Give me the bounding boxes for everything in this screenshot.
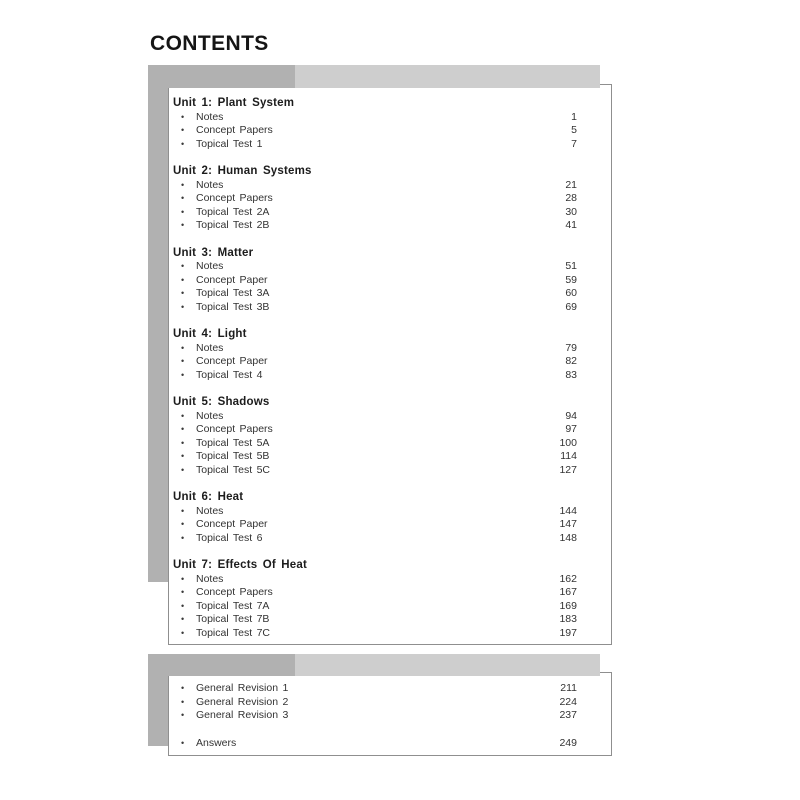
toc-section-unit-5 bbox=[173, 396, 577, 477]
section-heading: Unit 1: Plant System bbox=[173, 97, 295, 109]
toc-entry-label: Topical Test 2A bbox=[196, 205, 270, 218]
toc-entry-label: Notes bbox=[196, 341, 224, 354]
section-heading: Unit 4: Light bbox=[173, 328, 247, 340]
toc-entry-page: 1 bbox=[571, 110, 577, 123]
toc-entry-label: Topical Test 7A bbox=[196, 599, 270, 612]
top-banner-dark-segment bbox=[148, 65, 295, 88]
toc-row bbox=[173, 586, 577, 600]
toc-entry-label: Concept Papers bbox=[196, 192, 273, 204]
toc-extras-box bbox=[168, 672, 612, 756]
bullet-icon: • bbox=[181, 220, 185, 230]
toc-entry-label: Topical Test 3A bbox=[196, 287, 270, 299]
section-heading: Unit 2: Human Systems bbox=[173, 165, 312, 177]
toc-entry-label: Notes bbox=[196, 110, 224, 123]
toc-entry-label: Answers bbox=[196, 736, 237, 749]
toc-entry-page: 169 bbox=[559, 599, 577, 612]
toc-section-unit-3 bbox=[173, 247, 577, 315]
toc-entry-page: 30 bbox=[565, 205, 577, 218]
toc-row bbox=[173, 369, 577, 383]
toc-row-answers bbox=[173, 737, 577, 751]
bullet-icon: • bbox=[181, 519, 185, 529]
bullet-icon: • bbox=[181, 356, 185, 366]
toc-row bbox=[173, 600, 577, 614]
toc-entry-label: Topical Test 5A bbox=[196, 436, 270, 449]
top-banner bbox=[148, 65, 600, 88]
toc-entry-page: 147 bbox=[559, 518, 577, 530]
toc-entry-page: 94 bbox=[565, 409, 577, 422]
bullet-icon: • bbox=[181, 410, 185, 421]
toc-entry-label: Topical Test 6 bbox=[196, 531, 263, 544]
toc-row bbox=[173, 613, 577, 627]
bullet-icon: • bbox=[181, 505, 185, 516]
toc-entry-page: 183 bbox=[559, 613, 577, 625]
toc-main-box bbox=[168, 84, 612, 645]
toc-row bbox=[173, 464, 577, 478]
bullet-icon: • bbox=[181, 451, 185, 461]
toc-entry-page: 127 bbox=[559, 463, 577, 476]
bullet-icon: • bbox=[181, 710, 185, 720]
toc-entry-page: 21 bbox=[565, 178, 577, 191]
toc-entry-page: 144 bbox=[559, 504, 577, 517]
bullet-icon: • bbox=[181, 138, 185, 149]
toc-row bbox=[173, 274, 577, 288]
bullet-icon: • bbox=[181, 437, 185, 448]
toc-row bbox=[173, 696, 577, 710]
toc-entry-page: 41 bbox=[565, 219, 577, 231]
toc-row bbox=[173, 342, 577, 356]
toc-row bbox=[173, 219, 577, 233]
toc-entry-label: Topical Test 4 bbox=[196, 368, 263, 381]
toc-entry-page: 100 bbox=[559, 436, 577, 449]
toc-entry-page: 69 bbox=[565, 300, 577, 313]
toc-entry-label: General Revision 3 bbox=[196, 709, 289, 721]
section-heading: Unit 7: Effects Of Heat bbox=[173, 559, 308, 571]
bottom-banner bbox=[148, 654, 600, 676]
toc-entry-page: 28 bbox=[565, 192, 577, 204]
bullet-icon: • bbox=[181, 342, 185, 353]
bullet-icon: • bbox=[181, 274, 185, 285]
section-heading: Unit 5: Shadows bbox=[173, 396, 270, 408]
toc-row bbox=[173, 138, 577, 152]
bullet-icon: • bbox=[181, 179, 185, 190]
toc-section-unit-1 bbox=[173, 97, 577, 151]
toc-row bbox=[173, 709, 577, 723]
toc-entry-page: 167 bbox=[559, 586, 577, 598]
toc-row bbox=[173, 532, 577, 546]
toc-entry-label: Notes bbox=[196, 572, 224, 585]
toc-entry-page: 114 bbox=[560, 450, 577, 462]
toc-entry-label: Topical Test 1 bbox=[196, 137, 263, 150]
toc-entry-page: 197 bbox=[559, 626, 577, 639]
toc-row bbox=[173, 260, 577, 274]
bullet-icon: • bbox=[181, 737, 185, 748]
page-title: CONTENTS bbox=[150, 32, 269, 55]
bullet-icon: • bbox=[181, 193, 185, 203]
toc-entry-page: 7 bbox=[571, 137, 577, 150]
toc-entry-page: 224 bbox=[559, 695, 577, 708]
bottom-left-accent-bar bbox=[148, 676, 168, 746]
toc-row bbox=[173, 450, 577, 464]
bullet-icon: • bbox=[181, 125, 185, 135]
bullet-icon: • bbox=[181, 614, 185, 624]
toc-entry-page: 59 bbox=[565, 273, 577, 286]
toc-row bbox=[173, 423, 577, 437]
toc-row bbox=[173, 179, 577, 193]
toc-row bbox=[173, 192, 577, 206]
toc-entry-label: General Revision 1 bbox=[196, 682, 289, 694]
toc-entry-label: Topical Test 3B bbox=[196, 300, 270, 313]
bullet-icon: • bbox=[181, 587, 185, 597]
toc-entry-page: 148 bbox=[559, 531, 577, 544]
toc-entry-label: Notes bbox=[196, 178, 224, 191]
toc-row bbox=[173, 287, 577, 301]
toc-entry-label: Concept Paper bbox=[196, 355, 268, 367]
toc-entry-label: Notes bbox=[196, 409, 224, 422]
toc-section-unit-4 bbox=[173, 328, 577, 382]
toc-row bbox=[173, 505, 577, 519]
bullet-icon: • bbox=[181, 261, 185, 271]
bullet-icon: • bbox=[181, 532, 185, 543]
toc-row bbox=[173, 573, 577, 587]
toc-entry-page: 83 bbox=[565, 368, 577, 381]
section-heading: Unit 3: Matter bbox=[173, 246, 254, 259]
toc-entry-label: Concept Paper bbox=[196, 518, 268, 530]
toc-entry-label: Concept Papers bbox=[196, 423, 273, 435]
toc-row bbox=[173, 518, 577, 532]
toc-entry-label: General Revision 2 bbox=[196, 695, 289, 708]
bullet-icon: • bbox=[181, 573, 185, 584]
toc-row bbox=[173, 206, 577, 220]
toc-entry-page: 249 bbox=[559, 736, 577, 749]
toc-entry-page: 79 bbox=[565, 341, 577, 354]
bullet-icon: • bbox=[181, 288, 185, 298]
bullet-icon: • bbox=[181, 369, 185, 380]
toc-row bbox=[173, 111, 577, 125]
section-heading: Unit 6: Heat bbox=[173, 491, 244, 503]
bullet-icon: • bbox=[181, 301, 185, 312]
bullet-icon: • bbox=[181, 424, 185, 434]
toc-section-unit-7 bbox=[173, 559, 577, 640]
bullet-icon: • bbox=[181, 111, 185, 122]
toc-entry-label: Topical Test 2B bbox=[196, 219, 270, 231]
toc-entry-page: 5 bbox=[571, 124, 577, 136]
bullet-icon: • bbox=[181, 600, 185, 611]
toc-row bbox=[173, 410, 577, 424]
toc-entry-label: Topical Test 7C bbox=[196, 626, 271, 639]
toc-row bbox=[173, 682, 577, 696]
bullet-icon: • bbox=[181, 627, 185, 638]
toc-row bbox=[173, 124, 577, 138]
toc-section-unit-2 bbox=[173, 165, 577, 233]
toc-entry-label: Notes bbox=[196, 504, 224, 517]
toc-row bbox=[173, 437, 577, 451]
toc-entry-page: 237 bbox=[559, 709, 577, 721]
toc-entry-page: 162 bbox=[559, 572, 577, 585]
toc-entry-page: 82 bbox=[565, 355, 577, 367]
toc-entry-label: Concept Papers bbox=[196, 586, 273, 598]
toc-entry-page: 211 bbox=[560, 682, 577, 694]
toc-entry-page: 97 bbox=[565, 423, 577, 435]
toc-entry-label: Notes bbox=[196, 260, 224, 272]
toc-row bbox=[173, 301, 577, 315]
toc-entry-page: 51 bbox=[565, 260, 577, 272]
toc-section-unit-6 bbox=[173, 491, 577, 545]
bullet-icon: • bbox=[181, 464, 185, 475]
bottom-banner-dark-segment bbox=[148, 654, 295, 676]
left-accent-bar bbox=[148, 88, 168, 582]
bullet-icon: • bbox=[181, 696, 185, 707]
toc-entry-page: 60 bbox=[565, 287, 577, 299]
toc-entry-label: Concept Paper bbox=[196, 273, 268, 286]
bullet-icon: • bbox=[181, 206, 185, 217]
toc-entry-label: Topical Test 7B bbox=[196, 613, 270, 625]
toc-entry-label: Concept Papers bbox=[196, 124, 273, 136]
toc-row bbox=[173, 627, 577, 641]
toc-entry-label: Topical Test 5C bbox=[196, 463, 271, 476]
bullet-icon: • bbox=[181, 683, 185, 693]
toc-row bbox=[173, 355, 577, 369]
toc-entry-label: Topical Test 5B bbox=[196, 450, 270, 462]
